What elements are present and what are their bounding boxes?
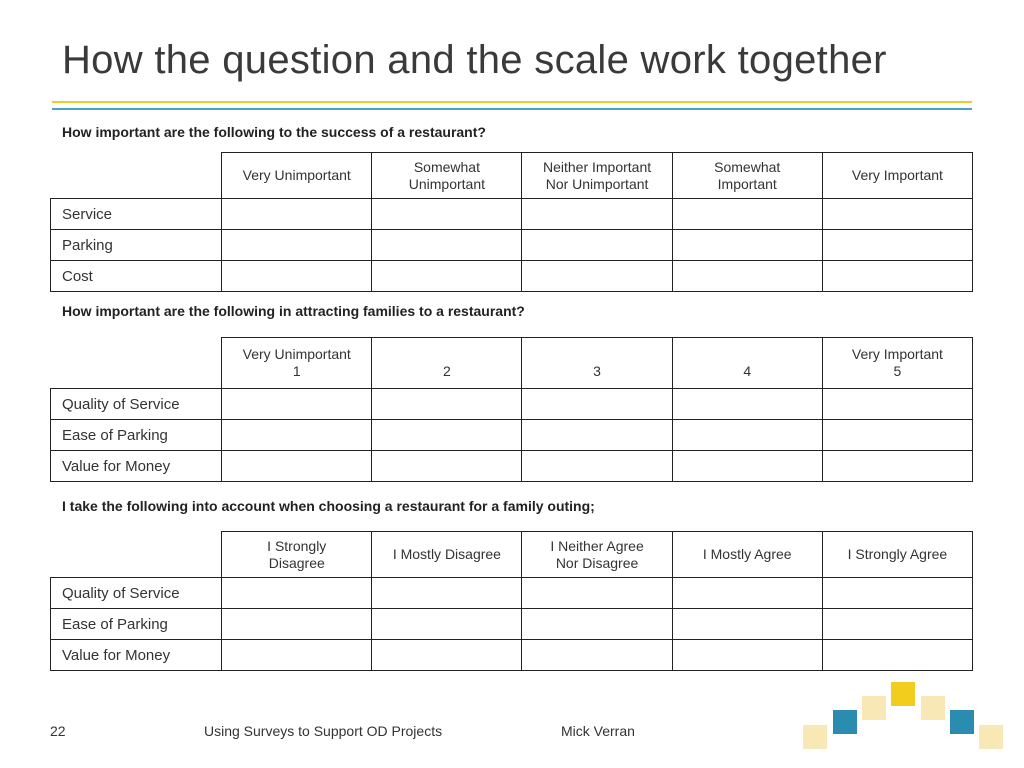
table-row — [51, 578, 973, 609]
response-cell[interactable] — [822, 261, 972, 292]
response-cell[interactable] — [522, 609, 672, 640]
scale-header: Somewhat Unimportant — [372, 153, 522, 199]
response-cell[interactable] — [372, 451, 522, 482]
grid-corner — [51, 153, 222, 199]
grid-corner — [51, 338, 222, 389]
response-cell[interactable] — [522, 451, 672, 482]
table-row — [51, 609, 973, 640]
decor-square-light — [862, 696, 886, 720]
response-cell[interactable] — [822, 640, 972, 671]
response-cell[interactable] — [222, 578, 372, 609]
decor-square-blue — [833, 710, 857, 734]
response-cell[interactable] — [222, 199, 372, 230]
response-cell[interactable] — [372, 261, 522, 292]
question-1: How important are the following to the success of a restaurant? — [62, 124, 486, 140]
response-cell[interactable] — [522, 199, 672, 230]
response-cell[interactable] — [372, 640, 522, 671]
response-cell[interactable] — [672, 420, 822, 451]
scale-header: I Neither Agree Nor Disagree — [522, 532, 672, 578]
response-cell[interactable] — [822, 609, 972, 640]
response-cell[interactable] — [522, 389, 672, 420]
title-divider-blue — [52, 108, 972, 110]
decor-square-light — [803, 725, 827, 749]
response-cell[interactable] — [522, 261, 672, 292]
response-cell[interactable] — [372, 420, 522, 451]
response-cell[interactable] — [222, 451, 372, 482]
scale-header: 3 — [522, 338, 672, 389]
response-cell[interactable] — [222, 640, 372, 671]
grid-corner — [51, 532, 222, 578]
page-number: 22 — [50, 723, 66, 739]
table-row — [51, 640, 973, 671]
response-cell[interactable] — [372, 230, 522, 261]
scale-header: I Strongly Disagree — [222, 532, 372, 578]
response-cell[interactable] — [372, 389, 522, 420]
response-cell[interactable] — [522, 578, 672, 609]
response-cell[interactable] — [222, 420, 372, 451]
response-cell[interactable] — [672, 609, 822, 640]
decor-square-blue — [950, 710, 974, 734]
scale-header: I Mostly Disagree — [372, 532, 522, 578]
row-label: Ease of Parking — [51, 420, 222, 451]
scale-header: 4 — [672, 338, 822, 389]
response-cell[interactable] — [672, 640, 822, 671]
response-cell[interactable] — [822, 420, 972, 451]
slide-title: How the question and the scale work together — [62, 38, 887, 82]
row-label: Value for Money — [51, 451, 222, 482]
response-cell[interactable] — [672, 389, 822, 420]
response-cell[interactable] — [372, 199, 522, 230]
scale-header: Neither Important Nor Unimportant — [522, 153, 672, 199]
decor-square-yellow — [891, 682, 915, 706]
scale-header: I Mostly Agree — [672, 532, 822, 578]
response-cell[interactable] — [522, 230, 672, 261]
question-2: How important are the following in attracting families to a restaurant? — [62, 303, 525, 319]
response-cell[interactable] — [372, 609, 522, 640]
response-cell[interactable] — [822, 230, 972, 261]
scale-header: Very Unimportant — [222, 153, 372, 199]
response-cell[interactable] — [522, 420, 672, 451]
question-3: I take the following into account when choosing a restaurant for a family outing; — [62, 498, 595, 514]
rating-grid-3 — [50, 531, 973, 671]
response-cell[interactable] — [222, 609, 372, 640]
response-cell[interactable] — [372, 578, 522, 609]
table-row — [51, 420, 973, 451]
row-label: Value for Money — [51, 640, 222, 671]
table-row — [51, 230, 973, 261]
footer-author: Mick Verran — [561, 723, 635, 739]
row-label: Cost — [51, 261, 222, 292]
response-cell[interactable] — [822, 389, 972, 420]
response-cell[interactable] — [522, 640, 672, 671]
response-cell[interactable] — [822, 199, 972, 230]
scale-header: I Strongly Agree — [822, 532, 972, 578]
table-row — [51, 389, 973, 420]
row-label: Parking — [51, 230, 222, 261]
response-cell[interactable] — [672, 230, 822, 261]
response-cell[interactable] — [672, 199, 822, 230]
response-cell[interactable] — [222, 389, 372, 420]
rating-grid-2 — [50, 337, 973, 482]
response-cell[interactable] — [822, 578, 972, 609]
row-label: Service — [51, 199, 222, 230]
decor-square-light — [979, 725, 1003, 749]
response-cell[interactable] — [672, 261, 822, 292]
row-label: Ease of Parking — [51, 609, 222, 640]
scale-header: Somewhat Important — [672, 153, 822, 199]
row-label: Quality of Service — [51, 578, 222, 609]
footer-course-title: Using Surveys to Support OD Projects — [204, 723, 443, 739]
scale-header: Very Important — [822, 153, 972, 199]
response-cell[interactable] — [222, 261, 372, 292]
decor-square-light — [921, 696, 945, 720]
scale-header: 2 — [372, 338, 522, 389]
row-label: Quality of Service — [51, 389, 222, 420]
title-divider-yellow — [52, 101, 972, 103]
scale-header: Very Unimportant 1 — [222, 338, 372, 389]
table-row — [51, 451, 973, 482]
rating-grid-1 — [50, 152, 973, 292]
table-row — [51, 199, 973, 230]
response-cell[interactable] — [222, 230, 372, 261]
scale-header: Very Important 5 — [822, 338, 972, 389]
response-cell[interactable] — [822, 451, 972, 482]
table-row — [51, 261, 973, 292]
response-cell[interactable] — [672, 578, 822, 609]
response-cell[interactable] — [672, 451, 822, 482]
